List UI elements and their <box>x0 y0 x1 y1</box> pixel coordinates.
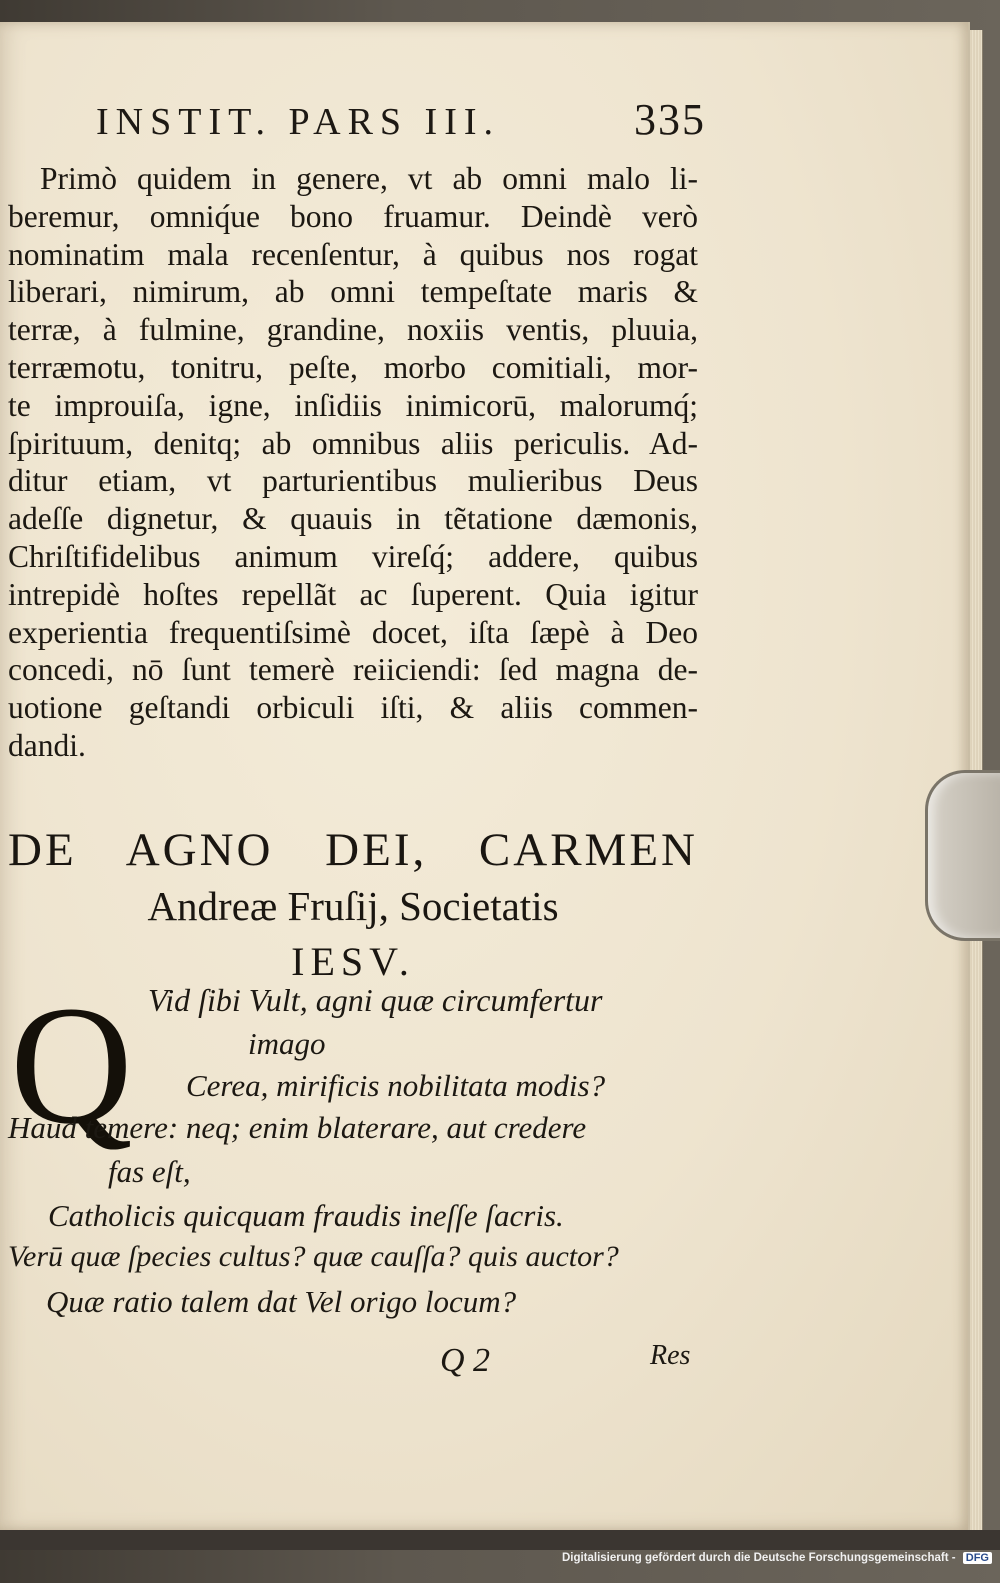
poem-line: Verū quæ ſpecies cultus? quæ cauſſa? quis auctor? <box>8 1240 619 1273</box>
dfg-logo-icon: DFG <box>963 1552 992 1564</box>
prose-line: liberari, nimirum, ab omni tempeſtate maris & <box>8 274 698 310</box>
page-number: 335 <box>634 95 706 144</box>
section-heading <box>8 822 698 990</box>
prose-line: uotione geſtandi orbiculi iſti, & aliis commen- <box>8 690 698 726</box>
bottom-strip <box>0 1530 1000 1550</box>
poem-line: Cerea, mirificis nobilitata modis? <box>186 1068 606 1103</box>
heading-line-2: Andreæ Fruſij, Societatis <box>147 883 559 929</box>
poem-line: Vid ſibi Vult, agni quæ circumfertur <box>148 982 603 1018</box>
signature-mark: Q 2 <box>440 1342 491 1379</box>
prose-line: Primò quidem in genere, vt ab omni malo li- <box>40 161 698 196</box>
credit-text: Digitalisierung gefördert durch die Deutsche Forschungsgemeinschaft - <box>561 1552 956 1564</box>
drop-cap: Q <box>10 971 133 1159</box>
heading-line-1: DE AGNO DEI, CARMEN <box>8 824 698 876</box>
book-clasp <box>925 770 1000 941</box>
poem-line: Catholicis quicquam fraudis ineſſe ſacris. <box>48 1198 564 1233</box>
prose-line: terræ, à fulmine, grandine, noxiis ventis, pluuia, <box>8 312 698 348</box>
prose-line: beremur, omniq́ue bono fruamur. Deindè verò <box>8 198 698 234</box>
poem-line: Haud temere: neq; enim blaterare, aut credere <box>8 1110 587 1145</box>
prose-line: intrepidè hoſtes repellãt ac ſuperent. Quia igitur <box>8 576 698 612</box>
prose-line: adeſſe dignetur, & quauis in tẽtatione dæmonis, <box>8 501 698 537</box>
prose-line: terræmotu, tonitru, peſte, morbo comitiali, mor- <box>8 349 698 385</box>
prose-line: concedi, nō ſunt temerè reiiciendi: ſed magna de- <box>8 652 698 688</box>
prose-line: ditur etiam, vt parturientibus mulieribus Deus <box>8 463 698 499</box>
digitization-credit <box>562 1552 992 1564</box>
poem-line: imago <box>248 1026 326 1061</box>
prose-line: dandi. <box>8 727 86 763</box>
heading-line-3: IESV. <box>291 939 415 984</box>
prose-paragraph <box>8 160 698 765</box>
running-head-title: INSTIT. PARS III. <box>96 101 501 143</box>
prose-line: nominatim mala recenſentur, à quibus nos rogat <box>8 236 698 272</box>
running-head <box>96 95 706 146</box>
book-page <box>0 22 970 1530</box>
prose-line: experientia frequentiſsimè docet, iſta ſæpè à Deo <box>8 614 698 650</box>
poem-line: fas eſt, <box>108 1154 191 1189</box>
poem-line: Quæ ratio talem dat Vel origo locum? <box>46 1284 517 1319</box>
prose-line: Chriſtifidelibus animum vireſq́; addere, quibus <box>8 538 698 574</box>
catchword: Res <box>650 1340 691 1371</box>
prose-line: ſpirituum, denitq; ab omnibus aliis periculis. Ad- <box>8 425 698 461</box>
prose-line: te improuiſa, igne, inſidiis inimicorū, malorumq́; <box>8 387 698 423</box>
